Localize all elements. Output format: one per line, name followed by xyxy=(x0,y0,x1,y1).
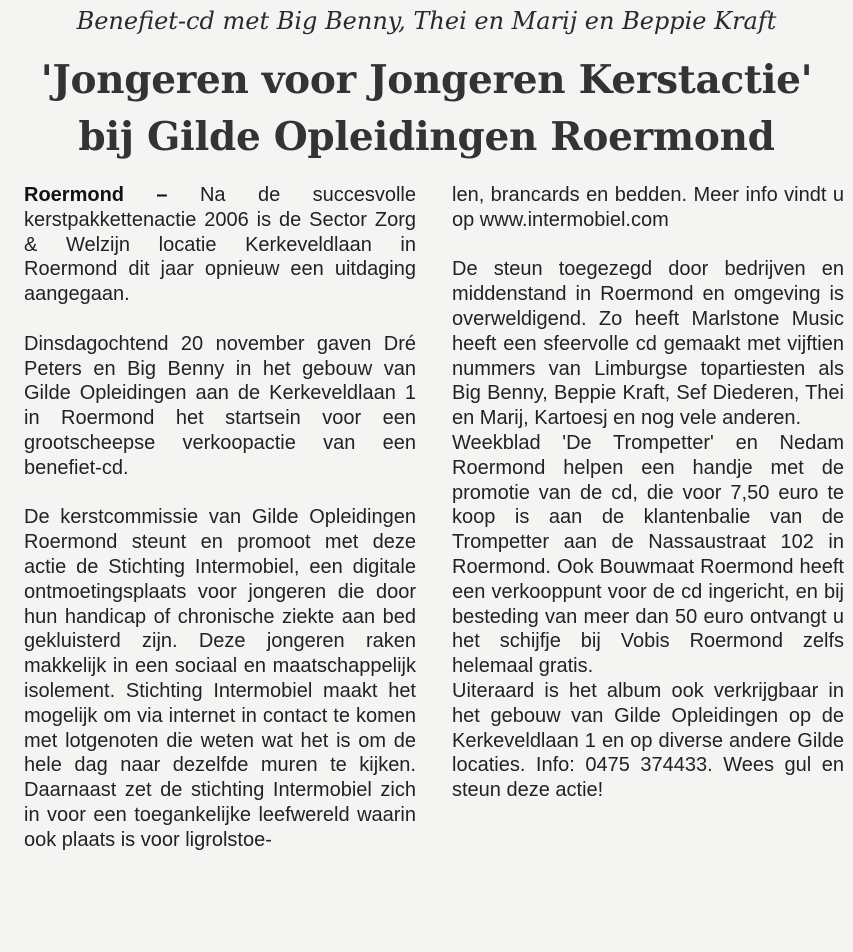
paragraph-intro-text: Na de succesvolle kerstpakkettenactie 2006 is de Sector Zorg & Welzijn locatie Kerkeveldlaan in Roermond dit jaar opnieuw een uitdaging aangegaan. xyxy=(24,184,416,306)
article-column-right xyxy=(452,183,844,803)
article-column-left xyxy=(24,183,416,853)
headline-line-1: 'Jongeren voor Jongeren Kerstactie' xyxy=(40,57,813,103)
article-kicker: Benefiet-cd met Big Benny, Thei en Marij en Beppie Kraft xyxy=(76,7,777,35)
paragraph-intermobiel: De kerstcommissie van Gilde Opleidingen Roermond steunt en promoot met deze actie de Stichting Intermobiel, een digitale ontmoetingsplaats voor jongeren die door hun handicap of chronische ziekte aan bed gekluisterd zijn. Deze jongeren raken makkelijk in een sociaal en maatschappelijk isolement. Stichting Intermobiel maakt het mogelijk om via internet in contact te komen met lotgenoten die weten wat het is om de hele dag naar dezelfde muren te kijken. Daarnaast zet de stichting Intermobiel zich in voor een toegankelijke leefwereld waarin ook plaats is voor ligrolstoe- xyxy=(24,506,416,851)
paragraph-meer-info: len, brancards en bedden. Meer info vindt u op www.intermobiel.com xyxy=(452,184,844,231)
dateline: Roermond – xyxy=(24,184,168,206)
headline-line-2: bij Gilde Opleidingen Roermond xyxy=(78,114,775,160)
paragraph-steun: De steun toegezegd door bedrijven en middenstand in Roermond en omgeving is overweldigend. Zo heeft Marlstone Music heeft een sfeervolle cd gemaakt met vijftien nummers van Limburgse topartiesten als Big Benny, Beppie Kraft, Sef Diederen, Thei en Marij, Kartoesj en nog vele anderen. xyxy=(452,258,844,430)
paragraph-startsein: Dinsdagochtend 20 november gaven Dré Peters en Big Benny in het gebouw van Gilde Opleidingen aan de Kerkeveldlaan 1 in Roermond het startsein voor een grootscheepse verkoopactie van een benefiet-cd. xyxy=(24,332,416,479)
paragraph-trompetter: Weekblad 'De Trompetter' en Nedam Roermond helpen een handje met de promotie van de cd, die voor 7,50 euro te koop is aan de klantenbalie van de Trompetter aan de Nassaustraat 102 in Roermond. Ook Bouwmaat Roermond heeft een verkooppunt voor de cd ingericht, en bij besteding van meer dan 50 euro ontvangt u het schijfje bij Vobis Roermond zelfs helemaal gratis. xyxy=(452,431,844,678)
paragraph-verkrijgbaar: Uiteraard is het album ook verkrijgbaar in het gebouw van Gilde Opleidingen op de Kerkeveldlaan 1 en op diverse andere Gilde locaties. Info: 0475 374433. Wees gul en steun deze actie! xyxy=(452,679,844,802)
paragraph-intro xyxy=(24,183,416,307)
